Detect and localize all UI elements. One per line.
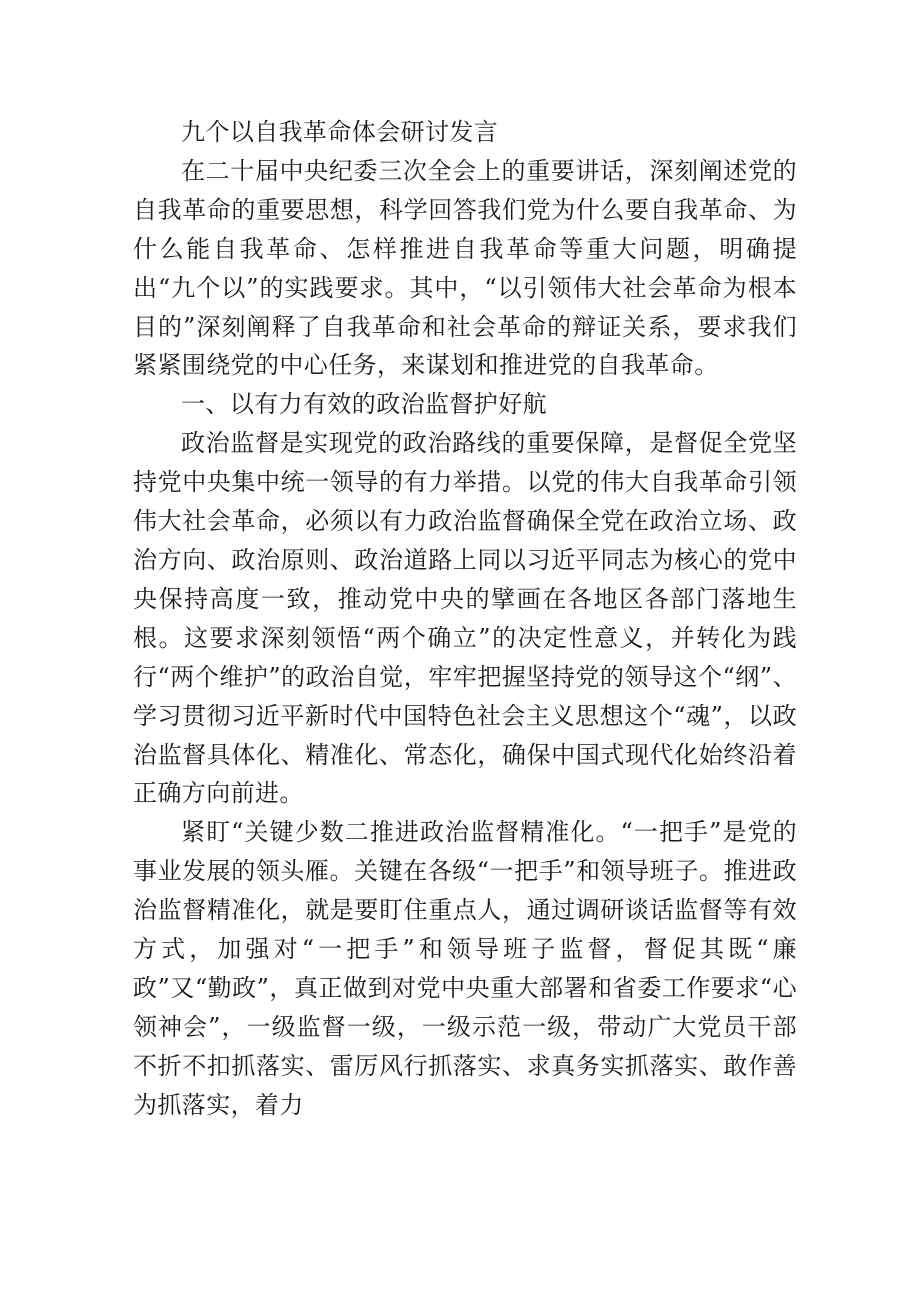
section-heading: 一、以有力有效的政治监督护好航 <box>181 390 547 419</box>
intro-paragraph: 在二十届中央纪委三次全会上的重要讲话，深刻阐述党的自我革命的重要思想，科学回答我们党为什么要自我革命、为什么能自我革命、怎样推进自我革命等重大问题，明确提出“九个以”的实践要求。其中，“以引领伟大社会革命为根本目的”深刻阐释了自我革命和社会革命的辩证关系，要求我们紧紧围绕党的中心任务，来谋划和推进党的自我革命。 <box>133 156 797 380</box>
document-body <box>133 113 797 1125</box>
section-paragraph-1: 政治监督是实现党的政治路线的重要保障，是督促全党坚持党中央集中统一领导的有力举措。以党的伟大自我革命引领伟大社会革命，必须以有力政治监督确保全党在政治立场、政治方向、政治原则、政治道路上同以习近平同志为核心的党中央保持高度一致，推动党中央的擘画在各地区各部门落地生根。这要求深刻领悟“两个确立”的决定性意义，并转化为践行“两个维护”的政治自觉，牢牢把握坚持党的领导这个“纲”、学习贯彻习近平新时代中国特色社会主义思想这个“魂”，以政治监督具体化、精准化、常态化，确保中国式现代化始终沿着正确方向前进。 <box>133 429 797 808</box>
section-paragraph-2: 紧盯“关键少数二推进政治监督精准化。“一把手”是党的事业发展的领头雁。关键在各级“一把手”和领导班子。推进政治监督精准化，就是要盯住重点人，通过调研谈话监督等有效方式，加强对“一把手”和领导班子监督，督促其既“廉政”又“勤政”，真正做到对党中央重大部署和省委工作要求“心领神会”，一级监督一级，一级示范一级，带动广大党员干部不折不扣抓落实、雷厉风行抓落实、求真务实抓落实、敢作善为抓落实，着力 <box>133 818 797 1119</box>
document-title: 九个以自我革命体会研讨发言 <box>181 118 499 146</box>
